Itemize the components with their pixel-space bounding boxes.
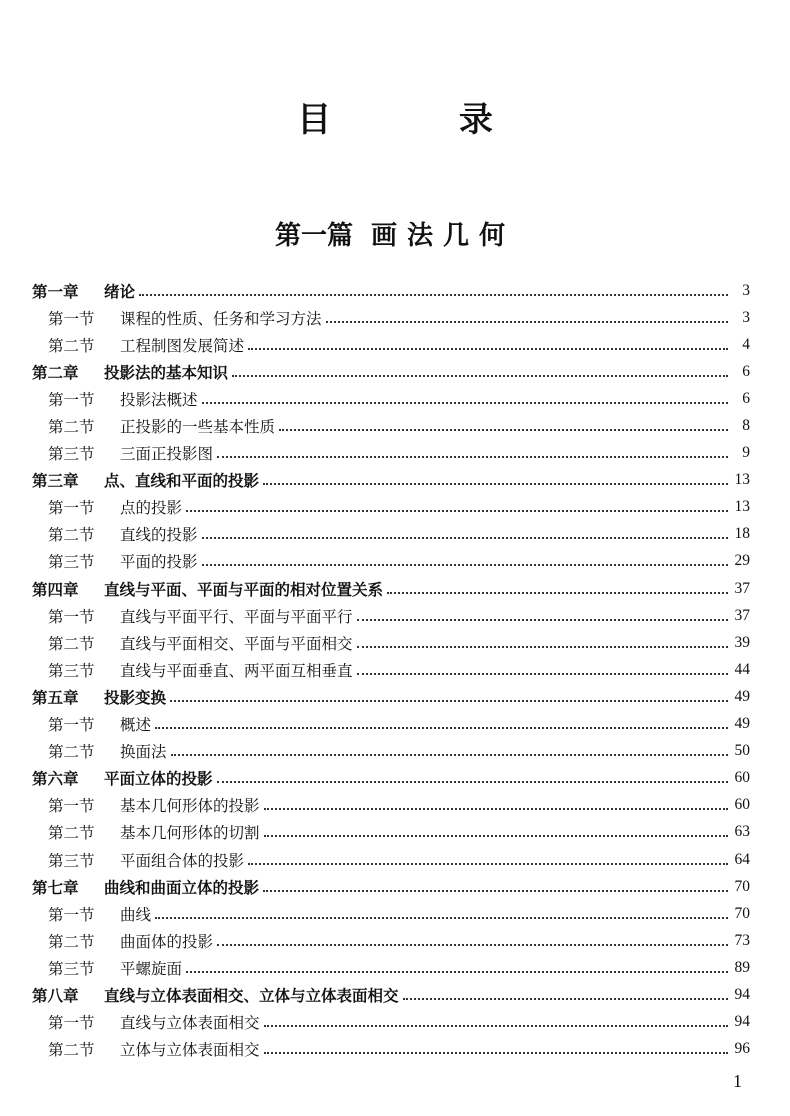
toc-entry-page: 37 <box>734 579 750 597</box>
toc-entry-title: 投影法概述 <box>120 390 198 409</box>
dot-leader <box>232 375 728 377</box>
toc-entry-title: 换面法 <box>120 743 167 762</box>
toc-entry-title: 曲线 <box>120 905 152 924</box>
toc-entry-page: 73 <box>734 931 750 949</box>
toc-entry-page: 96 <box>734 1040 750 1058</box>
toc-entry-number: 第二节 <box>48 336 95 355</box>
toc-section-row <box>32 548 750 575</box>
toc-entry-title: 立体与立体表面相交 <box>120 1041 260 1060</box>
toc-entry-page: 49 <box>734 687 750 705</box>
toc-entry-number: 第三节 <box>48 661 95 680</box>
dot-leader <box>217 781 728 783</box>
toc-entry-number: 第二节 <box>48 932 95 951</box>
toc-entry-number: 第三节 <box>48 553 95 572</box>
toc-section-row <box>32 1009 750 1036</box>
dot-leader <box>264 835 728 837</box>
toc-entry-number: 第二节 <box>48 418 95 437</box>
toc-chapter-row <box>32 467 750 494</box>
toc-entry-title: 直线与平面、平面与平面的相对位置关系 <box>104 580 384 599</box>
dot-leader <box>387 592 728 594</box>
toc-entry-title: 平面立体的投影 <box>104 770 213 789</box>
dot-leader <box>264 1052 728 1054</box>
toc-entry-number: 第一节 <box>48 716 95 735</box>
toc-entry-title: 正投影的一些基本性质 <box>120 418 276 437</box>
toc-section-row <box>32 331 750 358</box>
table-of-contents <box>32 277 750 1063</box>
toc-entry-number: 第五章 <box>32 688 79 707</box>
toc-entry-title: 基本几何形体的投影 <box>120 797 260 816</box>
toc-entry-number: 第一节 <box>48 797 95 816</box>
dot-leader <box>139 294 728 296</box>
toc-entry-page: 60 <box>734 769 750 787</box>
toc-section-row <box>32 385 750 412</box>
toc-entry-title: 点、直线和平面的投影 <box>104 472 260 491</box>
toc-entry-number: 第二节 <box>48 526 95 545</box>
dot-leader <box>264 1025 728 1027</box>
dot-leader <box>217 456 728 458</box>
toc-entry-page: 94 <box>734 1013 750 1031</box>
toc-section-row <box>32 927 750 954</box>
dot-leader <box>248 348 728 350</box>
toc-entry-number: 第三章 <box>32 472 79 491</box>
toc-section-row <box>32 629 750 656</box>
toc-entry-page: 60 <box>734 796 750 814</box>
dot-leader <box>202 402 728 404</box>
toc-entry-number: 第二章 <box>32 363 79 382</box>
toc-entry-title: 投影法的基本知识 <box>104 363 229 382</box>
toc-entry-number: 第一节 <box>48 607 95 626</box>
dot-leader <box>357 646 728 648</box>
toc-entry-title: 曲线和曲面立体的投影 <box>104 878 260 897</box>
toc-section-row <box>32 711 750 738</box>
dot-leader <box>186 971 728 973</box>
toc-entry-title: 直线与平面垂直、两平面互相垂直 <box>120 661 353 680</box>
toc-section-row <box>32 656 750 683</box>
toc-entry-number: 第二节 <box>48 634 95 653</box>
dot-leader <box>202 564 728 566</box>
toc-entry-title: 直线与立体表面相交 <box>120 1014 260 1033</box>
dot-leader <box>170 700 728 702</box>
toc-entry-number: 第一节 <box>48 390 95 409</box>
page-number: 1 <box>733 1071 742 1091</box>
dot-leader <box>357 673 728 675</box>
toc-entry-page: 44 <box>734 660 750 678</box>
dot-leader <box>263 483 728 485</box>
dot-leader <box>202 537 728 539</box>
toc-entry-page: 3 <box>742 308 750 326</box>
toc-entry-number: 第七章 <box>32 878 79 897</box>
toc-entry-page: 9 <box>742 444 750 462</box>
toc-entry-number: 第一节 <box>48 499 95 518</box>
toc-chapter-row <box>32 683 750 710</box>
dot-leader <box>279 429 728 431</box>
toc-chapter-row <box>32 873 750 900</box>
toc-entry-number: 第二节 <box>48 1041 95 1060</box>
toc-entry-number: 第一节 <box>48 905 95 924</box>
dot-leader <box>403 998 728 1000</box>
toc-entry-title: 平螺旋面 <box>120 959 183 978</box>
dot-leader <box>186 510 728 512</box>
toc-section-row <box>32 954 750 981</box>
toc-chapter-row <box>32 277 750 304</box>
toc-entry-title: 点的投影 <box>120 499 183 518</box>
dot-leader <box>248 863 728 865</box>
toc-entry-page: 13 <box>734 471 750 489</box>
toc-section-row <box>32 738 750 765</box>
toc-section-row <box>32 900 750 927</box>
dot-leader <box>326 321 728 323</box>
dot-leader <box>155 917 728 919</box>
toc-section-row <box>32 304 750 331</box>
toc-entry-title: 三面正投影图 <box>120 445 214 464</box>
toc-entry-number: 第二节 <box>48 824 95 843</box>
part-heading <box>0 218 790 254</box>
toc-entry-title: 平面的投影 <box>120 553 198 572</box>
toc-entry-page: 70 <box>734 877 750 895</box>
toc-section-row <box>32 494 750 521</box>
toc-entry-title: 绪论 <box>104 282 136 301</box>
toc-chapter-row <box>32 765 750 792</box>
toc-entry-title: 课程的性质、任务和学习方法 <box>120 309 322 328</box>
toc-chapter-row <box>32 981 750 1008</box>
toc-entry-page: 29 <box>734 552 750 570</box>
toc-entry-page: 94 <box>734 985 750 1003</box>
toc-entry-page: 18 <box>734 525 750 543</box>
toc-section-row <box>32 412 750 439</box>
toc-section-row <box>32 819 750 846</box>
toc-entry-title: 投影变换 <box>104 688 167 707</box>
toc-entry-title: 工程制图发展简述 <box>120 336 245 355</box>
toc-entry-title: 直线与平面相交、平面与平面相交 <box>120 634 353 653</box>
page-title: 目 录 <box>297 100 551 140</box>
dot-leader <box>217 944 728 946</box>
toc-entry-number: 第一节 <box>48 309 95 328</box>
toc-section-row <box>32 521 750 548</box>
toc-entry-page: 8 <box>742 417 750 435</box>
toc-entry-page: 13 <box>734 498 750 516</box>
toc-entry-number: 第三节 <box>48 959 95 978</box>
toc-entry-number: 第一章 <box>32 282 79 301</box>
toc-section-row <box>32 846 750 873</box>
toc-section-row <box>32 792 750 819</box>
toc-entry-number: 第八章 <box>32 986 79 1005</box>
toc-entry-page: 3 <box>742 281 750 299</box>
dot-leader <box>155 727 728 729</box>
toc-entry-page: 64 <box>734 850 750 868</box>
toc-entry-page: 49 <box>734 715 750 733</box>
toc-entry-title: 基本几何形体的切割 <box>120 824 260 843</box>
toc-entry-title: 概述 <box>120 716 152 735</box>
toc-entry-title: 直线与平面平行、平面与平面平行 <box>120 607 353 626</box>
dot-leader <box>264 808 728 810</box>
toc-entry-title: 直线的投影 <box>120 526 198 545</box>
toc-chapter-row <box>32 575 750 602</box>
toc-entry-page: 63 <box>734 823 750 841</box>
toc-entry-number: 第四章 <box>32 580 79 599</box>
toc-entry-number: 第六章 <box>32 770 79 789</box>
part-title: 画法几何 <box>371 221 516 251</box>
toc-section-row <box>32 1036 750 1063</box>
toc-entry-title: 直线与立体表面相交、立体与立体表面相交 <box>104 986 399 1005</box>
toc-entry-number: 第三节 <box>48 445 95 464</box>
toc-chapter-row <box>32 358 750 385</box>
toc-entry-page: 50 <box>734 742 750 760</box>
toc-section-row <box>32 602 750 629</box>
toc-entry-page: 6 <box>742 389 750 407</box>
part-number: 第一篇 <box>274 221 353 251</box>
toc-entry-page: 37 <box>734 606 750 624</box>
dot-leader <box>171 754 728 756</box>
toc-entry-number: 第二节 <box>48 743 95 762</box>
toc-entry-number: 第一节 <box>48 1014 95 1033</box>
toc-entry-page: 70 <box>734 904 750 922</box>
toc-entry-title: 曲面体的投影 <box>120 932 214 951</box>
toc-entry-page: 39 <box>734 633 750 651</box>
toc-entry-number: 第三节 <box>48 851 95 870</box>
toc-entry-title: 平面组合体的投影 <box>120 851 245 870</box>
dot-leader <box>263 890 728 892</box>
dot-leader <box>357 619 728 621</box>
toc-entry-page: 89 <box>734 958 750 976</box>
toc-entry-page: 4 <box>742 335 750 353</box>
toc-entry-page: 6 <box>742 362 750 380</box>
toc-section-row <box>32 440 750 467</box>
